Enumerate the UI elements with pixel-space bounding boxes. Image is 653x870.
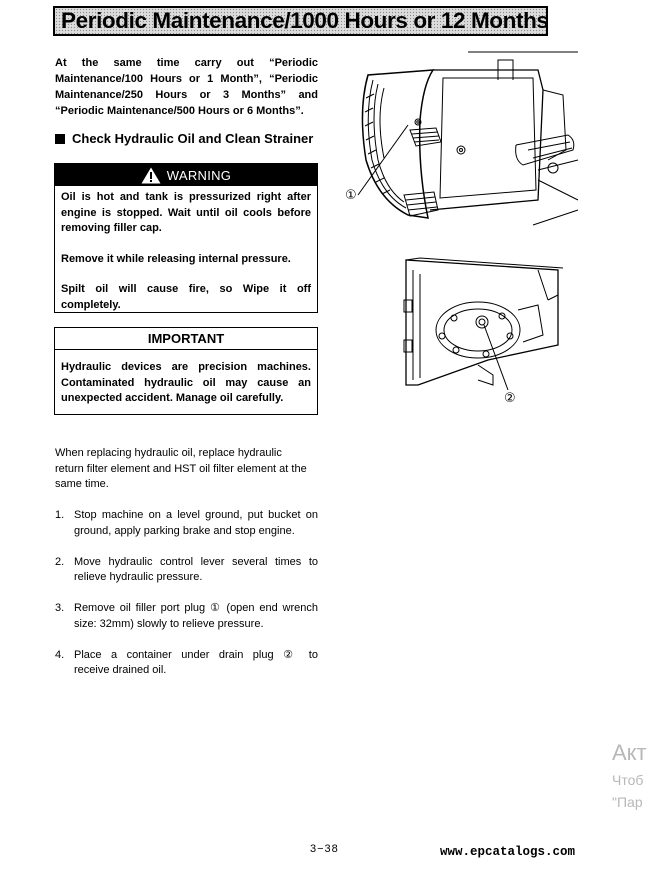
step-line: receive drained oil.	[74, 664, 167, 676]
section-heading	[55, 131, 313, 146]
step-line: Stop machine on a level ground, put bucket on	[74, 509, 318, 521]
warning-triangle-icon	[141, 167, 161, 184]
step-item	[55, 555, 318, 586]
body-paragraph	[55, 446, 318, 493]
intro-line: Maintenance/100 Hours or 1 Month”, “Periodic	[55, 73, 318, 85]
callout-1: ①	[345, 188, 357, 203]
step-item	[55, 648, 318, 679]
important-body	[55, 350, 317, 407]
page-title: Periodic Maintenance/1000 Hours or 12 Months	[61, 8, 549, 33]
page-title-box	[53, 6, 548, 36]
warning-label: WARNING	[166, 167, 232, 183]
steps-list	[55, 508, 318, 694]
step-line: size: 32mm) slowly to relieve pressure.	[74, 617, 264, 630]
page-number: 3−38	[310, 843, 339, 855]
step-line: ground, apply parking brake and stop engine.	[74, 524, 295, 537]
important-line: Contaminated hydraulic oil may cause an	[61, 376, 311, 389]
step-line: Move hydraulic control lever several times to	[74, 555, 318, 568]
important-header: IMPORTANT	[55, 328, 317, 350]
step-line: relieve hydraulic pressure.	[74, 571, 203, 583]
activation-watermark	[612, 740, 647, 810]
watermark-line: Акт	[612, 740, 647, 765]
section-heading-text: Check Hydraulic Oil and Clean Strainer	[72, 131, 314, 146]
watermark-line: "Пар	[612, 794, 643, 810]
step-number: 3.	[55, 602, 65, 614]
warning-box	[54, 163, 318, 313]
warning-header	[55, 164, 317, 186]
body-line: same time.	[55, 478, 109, 490]
drain-plug-illustration	[398, 250, 568, 410]
warning-line: Spilt oil will cause fire, so Wipe it off	[61, 283, 311, 295]
step-number: 1.	[55, 509, 65, 521]
callout-2: ②	[504, 391, 516, 406]
step-line: Place a container under drain plug ② to	[74, 648, 318, 661]
watermark-line: Чтоб	[612, 772, 644, 788]
warning-line: Remove it while releasing internal pressure.	[61, 252, 291, 265]
body-line: When replacing hydraulic oil, replace hydraulic	[55, 447, 282, 459]
important-box	[54, 327, 318, 415]
intro-line: “Periodic Maintenance/500 Hours or 6 Months”.	[55, 105, 304, 117]
tractor-filler-plug-illustration	[338, 50, 583, 240]
warning-line: Oil is hot and tank is pressurized right after	[61, 191, 311, 203]
step-item	[55, 601, 318, 632]
bullet-square-icon	[55, 134, 65, 144]
step-item	[55, 508, 318, 539]
step-line: Remove oil filler port plug ① (open end wrench	[74, 602, 318, 614]
site-url-link[interactable]: www.epcatalogs.com	[440, 845, 576, 859]
warning-line: completely.	[61, 298, 121, 311]
warning-line: removing filler cap.	[61, 222, 162, 234]
body-line: return filter element and HST oil filter element at the	[55, 462, 307, 475]
step-number: 4.	[55, 648, 65, 661]
step-number: 2.	[55, 555, 65, 568]
intro-line: Maintenance/250 Hours or 3 Months” and	[55, 89, 318, 101]
intro-paragraph	[55, 55, 318, 119]
warning-body	[55, 186, 317, 313]
intro-line: At the same time carry out “Periodic	[55, 57, 318, 69]
important-line: Hydraulic devices are precision machines.	[61, 361, 311, 373]
warning-line: engine is stopped. Wait until oil cools before	[61, 206, 311, 219]
important-line: unexpected accident. Manage oil carefully.	[61, 392, 284, 404]
